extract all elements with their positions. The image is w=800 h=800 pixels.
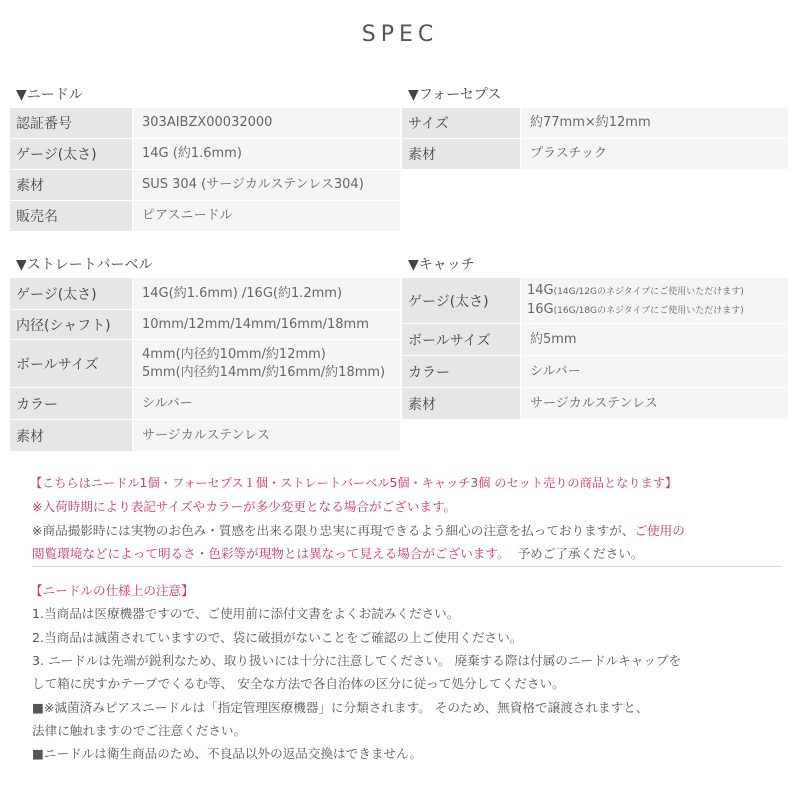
forceps-size-label: サイズ <box>402 108 520 139</box>
table-row <box>402 108 788 139</box>
barbell-shaft-label: 内径(シャフト) <box>10 310 132 340</box>
barbell-ball-value-line2: 5mm(内径約14mm/約16mm/約18mm) <box>142 364 386 380</box>
caution-heading: 【ニードルの仕様上の注意】 <box>30 583 194 599</box>
catch-section <box>402 252 788 420</box>
photo-note-line1 <box>32 519 782 542</box>
caution-item-5: ■ニードルは衛生商品のため、不良品以外の返品交換はできません。 <box>32 746 422 762</box>
table-row <box>10 310 400 340</box>
notes-block <box>32 472 782 766</box>
photo-note-line2-pink: 閲覧環境などによって明るさ・色彩等が現物とは異なって見える場合がございます。 <box>32 545 510 561</box>
arrival-note: ※入荷時期により表記サイズやカラーが多少変更となる場合がございます。 <box>32 499 457 515</box>
caution-item-1: 1.当商品は医療機器ですので、ご使用前に添付文書をよくお読みください。 <box>32 606 460 622</box>
barbell-ball-value-line1: 4mm(内径約10mm/約12mm) <box>142 346 326 362</box>
caution-item-4a: ■※滅菌済みピアスニードルは「指定管理医療機器」に分類されます。 そのため、無資格で譲渡されますと、 <box>32 699 649 715</box>
barbell-ball-label: ボールサイズ <box>10 340 132 388</box>
catch-material-value: サージカルステンレス <box>520 388 788 420</box>
barbell-ball-value <box>132 340 400 388</box>
table-row <box>402 356 788 388</box>
needle-name-value: ピアスニードル <box>132 201 400 232</box>
forceps-heading: ▼フォーセプス <box>408 87 502 103</box>
catch-gauge-16g-note: (16G/18Gのネジタイプにご使用いただけます) <box>553 305 744 316</box>
needle-cert-label: 認証番号 <box>10 108 132 139</box>
set-contents-note: 【こちらはニードル1個・フォーセプス１個・ストレートバーベル5個・キャッチ3個 のセット売りの商品となります】 <box>30 476 678 490</box>
catch-table <box>402 278 788 420</box>
barbell-shaft-value: 10mm/12mm/14mm/16mm/18mm <box>132 310 400 340</box>
table-row <box>10 278 400 310</box>
photo-note-line2-text: 予めご了承ください。 <box>517 545 644 561</box>
section-divider <box>32 566 782 567</box>
barbell-material-value: サージカルステンレス <box>132 420 400 452</box>
barbell-gauge-value: 14G(約1.6mm) /16G(約1.2mm) <box>132 278 400 310</box>
table-row <box>10 139 400 170</box>
barbell-material-label: 素材 <box>10 420 132 452</box>
table-row <box>10 388 400 420</box>
barbell-color-label: カラー <box>10 388 132 420</box>
table-row <box>10 108 400 139</box>
catch-gauge-line1 <box>527 282 788 301</box>
caution-item-3b: して箱に戻すかテープでくるむ等、 安全な方法で各自治体の区分に従って処分してください。 <box>32 676 565 692</box>
barbell-color-value: シルバー <box>132 388 400 420</box>
table-row <box>402 324 788 356</box>
needle-heading: ▼ニードル <box>16 87 83 103</box>
catch-gauge-16g: 16G <box>527 301 554 317</box>
caution-item-4b: 法律に触れますのでご注意ください。 <box>32 722 247 738</box>
table-row <box>402 278 788 324</box>
table-row <box>402 139 788 170</box>
catch-heading: ▼キャッチ <box>408 257 475 273</box>
table-row <box>10 420 400 452</box>
catch-gauge-14g-note: (14G/12Gのネジタイプにご使用いただけます) <box>553 286 744 297</box>
catch-gauge-line2 <box>527 301 788 320</box>
barbell-table <box>10 278 400 452</box>
page-title: SPEC <box>361 22 439 47</box>
photo-note-line1-pink: ご使用の <box>634 522 685 538</box>
table-row <box>10 340 400 388</box>
forceps-material-value: プラスチック <box>520 139 788 170</box>
catch-gauge-label: ゲージ(太さ) <box>402 278 520 324</box>
forceps-section <box>402 82 788 170</box>
catch-color-value: シルバー <box>520 356 788 388</box>
needle-material-value: SUS 304 (サージカルステンレス304) <box>132 170 400 201</box>
table-row <box>10 201 400 232</box>
caution-item-3a: 3. ニードルは先端が鋭利なため、取り扱いには十分に注意してください。 廃棄する際は付属のニードルキャップを <box>32 653 682 669</box>
needle-cert-value: 303AIBZX00032000 <box>132 108 400 139</box>
catch-gauge-value <box>520 278 788 324</box>
barbell-heading: ▼ストレートバーベル <box>16 257 153 273</box>
photo-note-line2 <box>32 542 782 565</box>
catch-color-label: カラー <box>402 356 520 388</box>
forceps-material-label: 素材 <box>402 139 520 170</box>
table-row <box>10 170 400 201</box>
needle-gauge-label: ゲージ(太さ) <box>10 139 132 170</box>
barbell-gauge-label: ゲージ(太さ) <box>10 278 132 310</box>
barbell-section <box>10 252 400 452</box>
caution-item-2: 2.当商品は滅菌されていますので、袋に破損がないことをご確認の上ご使用ください。 <box>32 629 523 645</box>
needle-section <box>10 82 400 232</box>
needle-gauge-value: 14G (約1.6mm) <box>132 139 400 170</box>
forceps-table <box>402 108 788 170</box>
catch-ball-value: 約5mm <box>520 324 788 356</box>
forceps-size-value: 約77mm×約12mm <box>520 108 788 139</box>
catch-material-label: 素材 <box>402 388 520 420</box>
catch-gauge-14g: 14G <box>527 282 554 298</box>
catch-ball-label: ボールサイズ <box>402 324 520 356</box>
needle-material-label: 素材 <box>10 170 132 201</box>
photo-note-line1-text: ※商品撮影時には実物のお色み・質感を出来る限り忠実に再現できるよう細心の注意を払っておりますが、 <box>32 522 635 538</box>
needle-table <box>10 108 400 232</box>
table-row <box>402 388 788 420</box>
needle-name-label: 販売名 <box>10 201 132 232</box>
